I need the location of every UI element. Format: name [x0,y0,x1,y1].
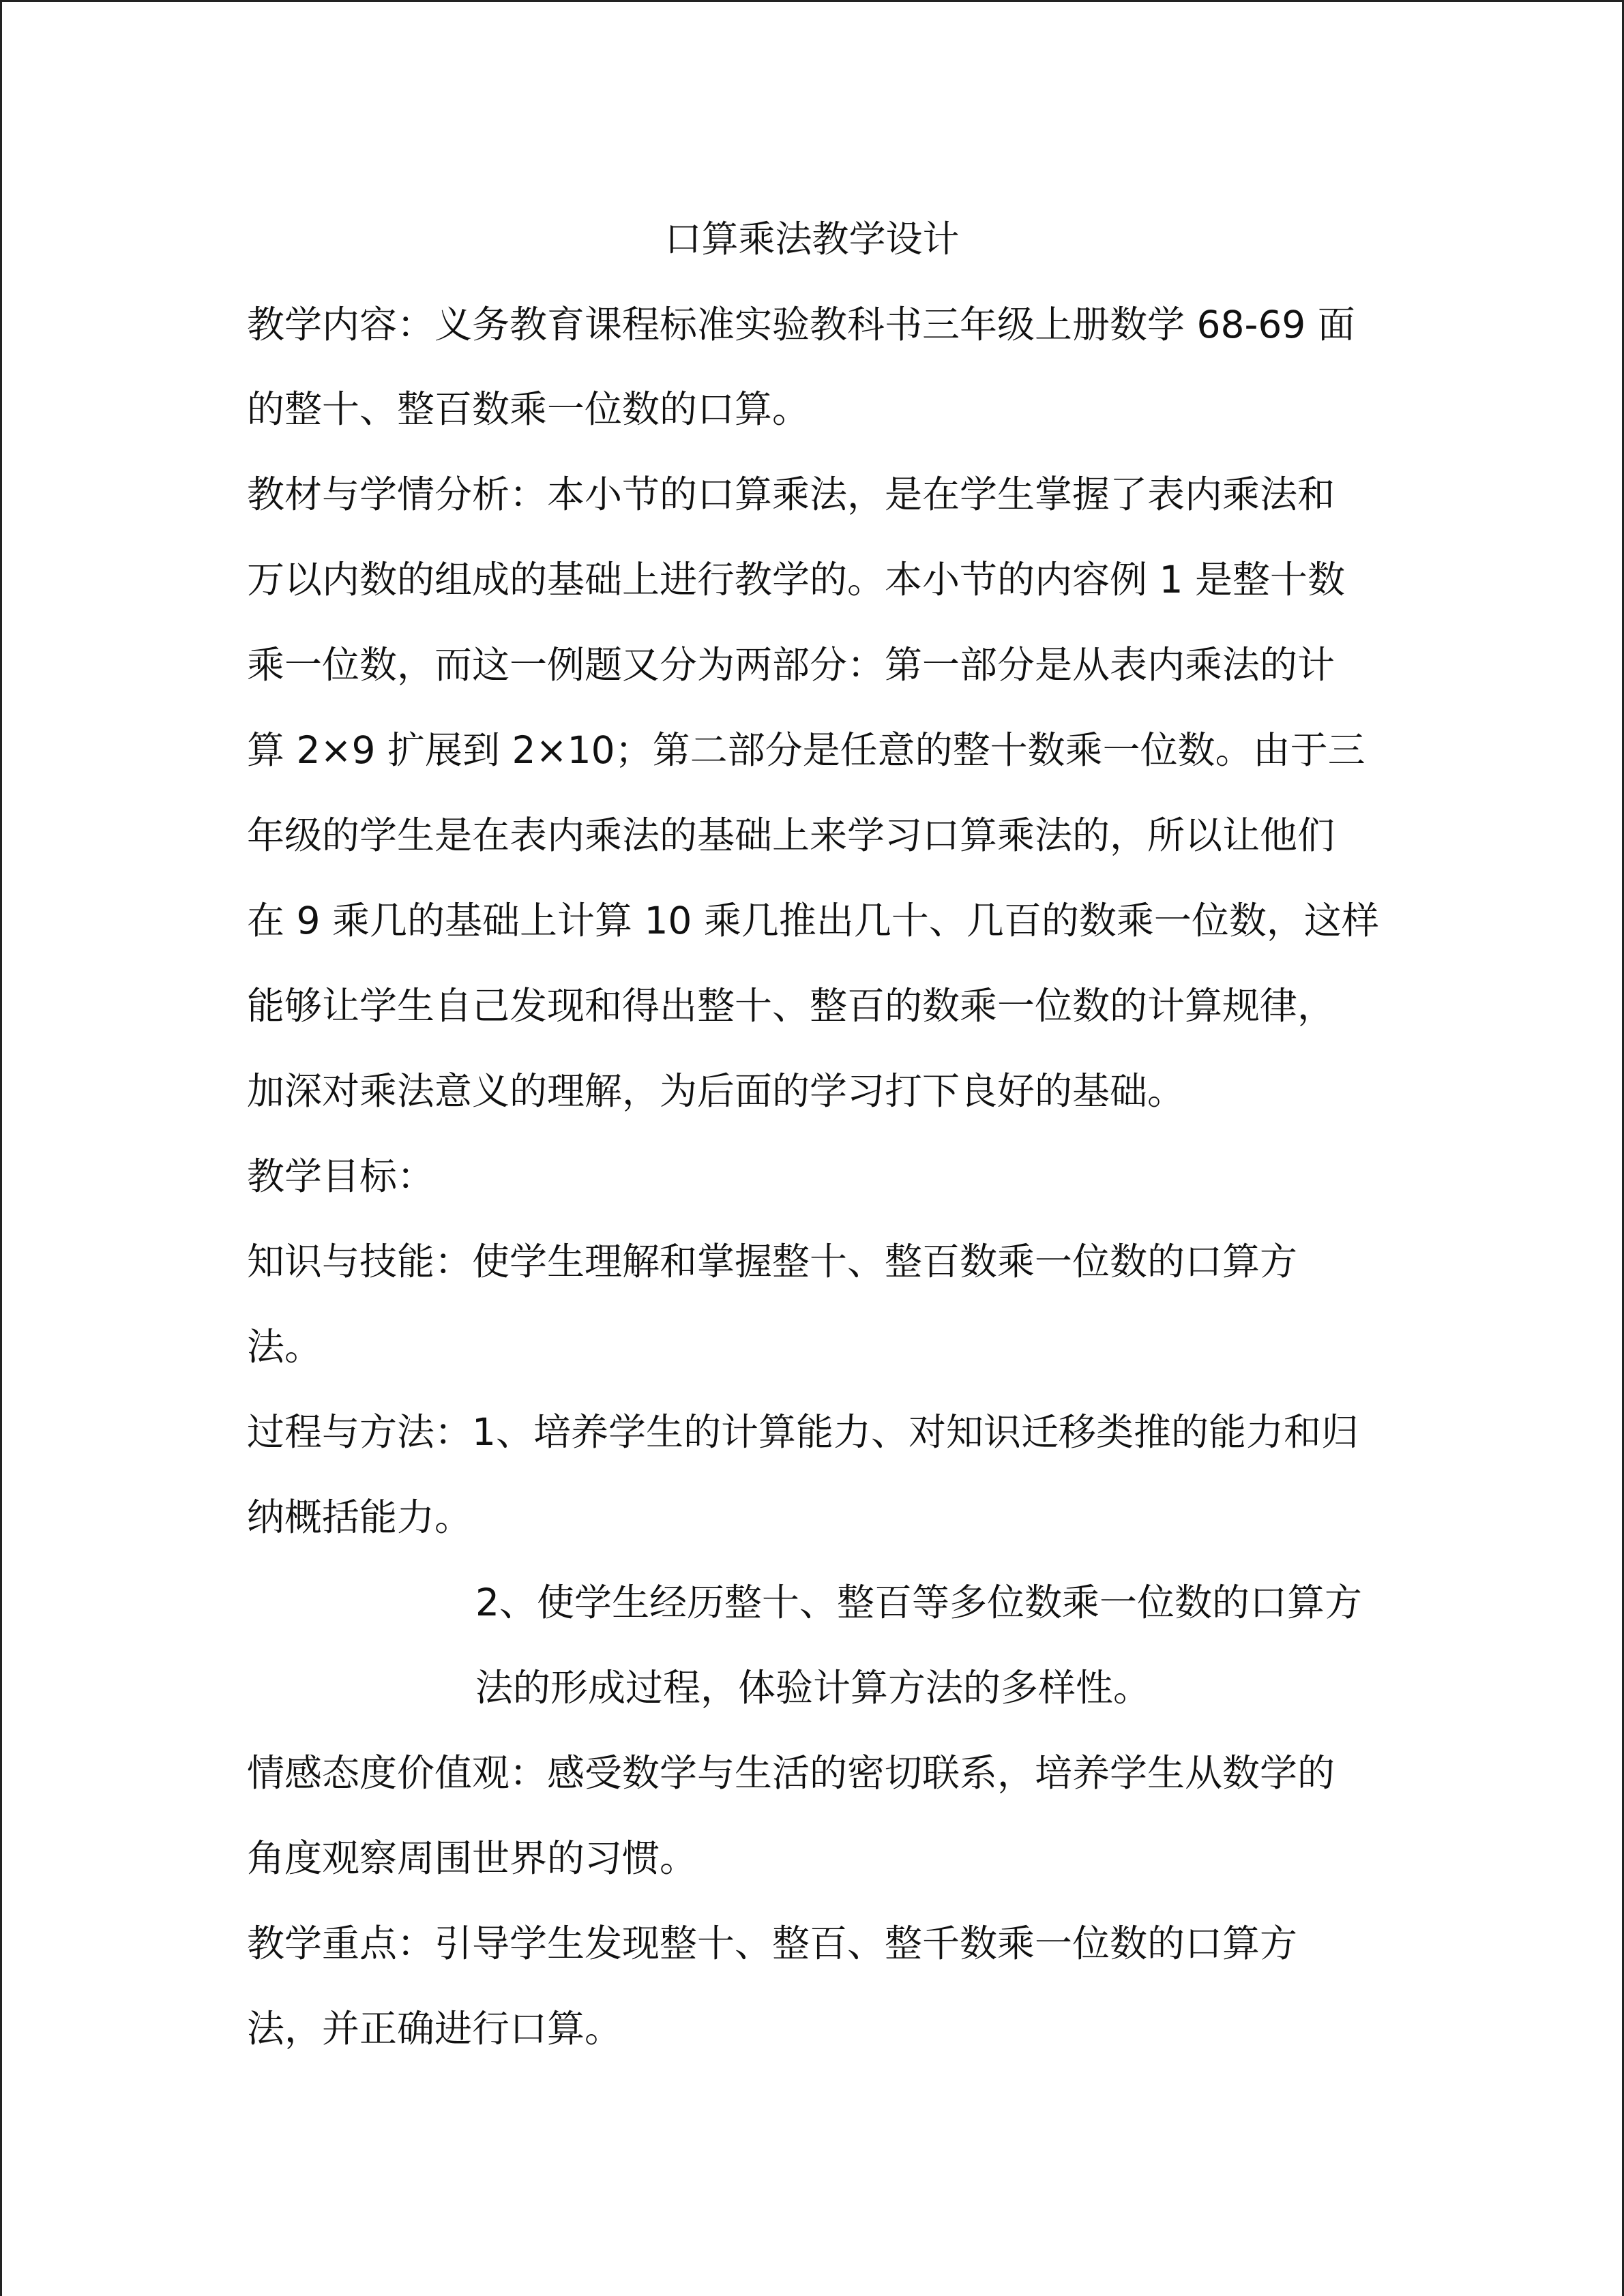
indented-line: 2、使学生经历整十、整百等多位数乘一位数的口算方 [475,1581,1362,1624]
paragraph-line: 教学重点：引导学生发现整十、整百、整千数乘一位数的口算方 [247,1922,1298,1965]
paragraph-line: 年级的学生是在表内乘法的基础上来学习口算乘法的，所以让他们 [247,814,1335,857]
indented-line: 法的形成过程，体验计算方法的多样性。 [475,1666,1151,1710]
paragraph-line: 加深对乘法意义的理解，为后面的学习打下良好的基础。 [247,1069,1185,1113]
paragraph-line: 情感态度价值观：感受数学与生活的密切联系，培养学生从数学的 [247,1751,1335,1795]
paragraph-line: 过程与方法：1、培养学生的计算能力、对知识迁移类推的能力和归 [247,1410,1359,1454]
paragraph-line: 知识与技能：使学生理解和掌握整十、整百数乘一位数的口算方 [247,1240,1298,1283]
paragraph-line: 法。 [247,1325,323,1369]
paragraph-line: 的整十、整百数乘一位数的口算。 [247,387,810,431]
paragraph-line: 算 2×9 扩展到 2×10；第二部分是任意的整十数乘一位数。由于三 [247,728,1365,772]
paragraph-line: 教材与学情分析：本小节的口算乘法，是在学生掌握了表内乘法和 [247,473,1335,516]
paragraph-line: 法，并正确进行口算。 [247,2007,623,2051]
paragraph-line: 教学内容：义务教育课程标准实验教科书三年级上册数学 68-69 面 [247,303,1355,346]
document-title: 口算乘法教学设计 [664,218,960,260]
paragraph-line: 能够让学生自己发现和得出整十、整百的数乘一位数的计算规律， [247,984,1335,1028]
paragraph-line: 万以内数的组成的基础上进行教学的。本小节的内容例 1 是整十数 [247,558,1345,601]
section-heading: 教学目标： [247,1154,435,1198]
paragraph-line: 乘一位数，而这一例题又分为两部分：第一部分是从表内乘法的计 [247,643,1335,687]
paragraph-line: 角度观察周围世界的习惯。 [247,1836,698,1880]
paragraph-line: 纳概括能力。 [247,1495,473,1539]
paragraph-line: 在 9 乘几的基础上计算 10 乘几推出几十、几百的数乘一位数，这样 [247,899,1379,942]
